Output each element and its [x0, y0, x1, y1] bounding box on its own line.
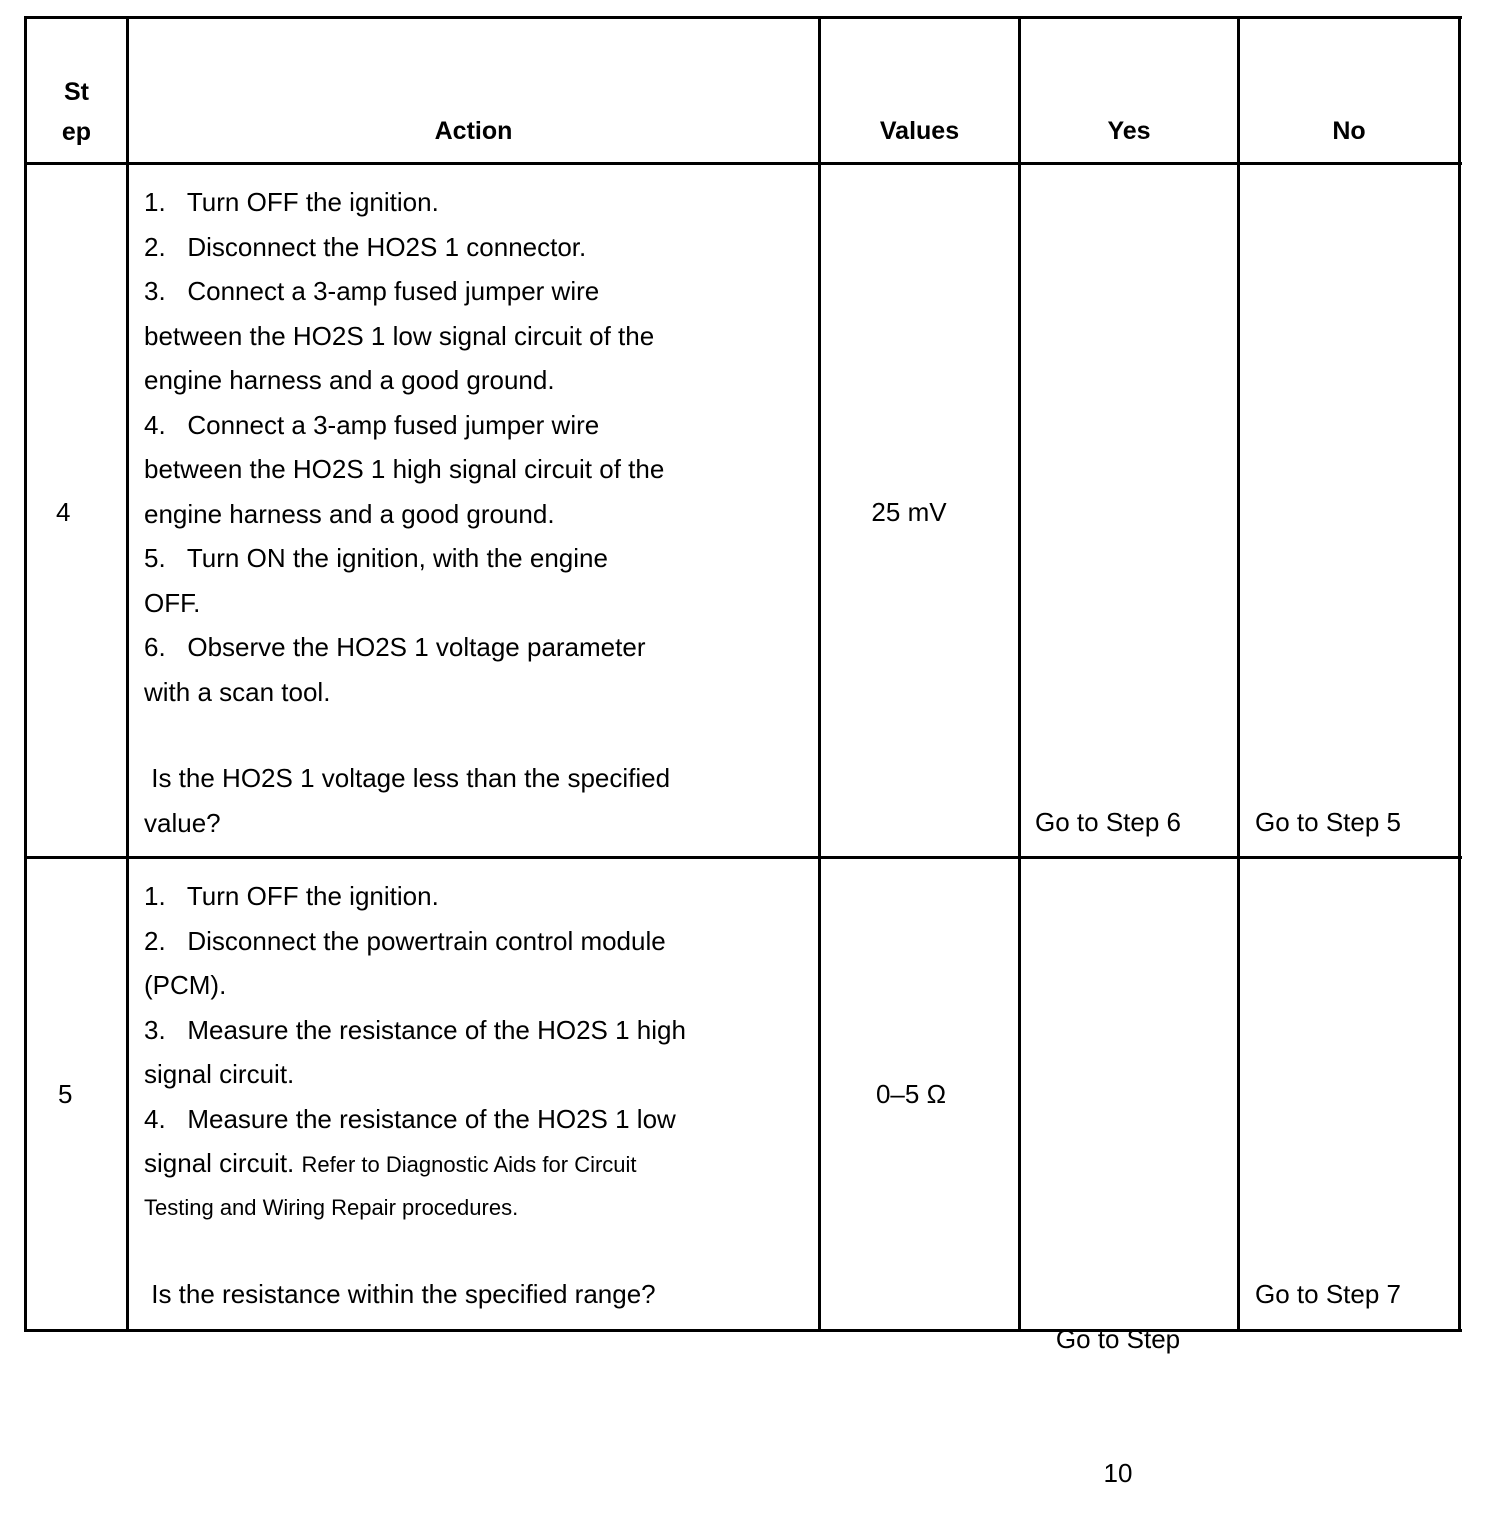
row-4-action-line: 1. Turn OFF the ignition.	[144, 187, 439, 217]
row-5-action-line: (PCM).	[144, 970, 227, 1000]
row-4-action-line: 6. Observe the HO2S 1 voltage parameter	[144, 632, 646, 662]
values-column-divider	[1018, 16, 1021, 1332]
row-4-action-line: engine harness and a good ground.	[144, 365, 555, 395]
row-5-value: 0–5 Ω	[875, 1079, 947, 1109]
row-4-no: Go to Step 5	[1255, 807, 1401, 837]
row-4-action-line: 2. Disconnect the HO2S 1 connector.	[144, 231, 587, 262]
row-4-question	[144, 756, 670, 845]
table-left-border	[24, 16, 27, 1332]
row-4-action-line: OFF.	[144, 587, 201, 618]
row-5-yes-line2: 10	[1103, 1457, 1133, 1488]
row-4-action-line: 5. Turn ON the ignition, with the engine	[144, 543, 608, 573]
header-step-line2: ep	[61, 118, 92, 146]
row-5-action-line	[144, 1141, 686, 1188]
row-4-step: 4	[56, 497, 71, 527]
header-step	[27, 72, 126, 152]
header-yes: Yes	[1107, 117, 1151, 145]
row-4-action-line: with a scan tool.	[144, 676, 331, 707]
row-4-question-line1: Is the HO2S 1 voltage less than the specified	[144, 763, 671, 793]
table-right-border	[1458, 16, 1461, 1332]
row-4-action-line: between the HO2S 1 low signal circuit of the	[144, 320, 655, 351]
row-5-note-line2: Testing and Wiring Repair procedures.	[144, 1194, 519, 1220]
row-5-yes	[1021, 1228, 1215, 1540]
row-4-action-line: 3. Connect a 3-amp fused jumper wire	[144, 276, 600, 306]
row-5-yes-line1: Go to Step	[1055, 1324, 1181, 1354]
row-5-action-line: 3. Measure the resistance of the HO2S 1 high	[144, 1014, 686, 1045]
row-5-action-line: 2. Disconnect the powertrain control module	[144, 925, 666, 956]
row-5-action-line: signal circuit.	[144, 1059, 295, 1089]
row-4-action-line: 4. Connect a 3-amp fused jumper wire	[144, 409, 600, 440]
row-5-action	[144, 874, 686, 1228]
row-5-action-line: 4. Measure the resistance of the HO2S 1 low	[144, 1103, 676, 1134]
header-action: Action	[434, 117, 513, 145]
row-4-action	[144, 180, 664, 714]
row-4-action-line: between the HO2S 1 high signal circuit of the	[144, 454, 665, 484]
row-4-bottom-border	[24, 856, 1462, 859]
row-4-question-line2: value?	[144, 807, 221, 838]
table-top-border	[24, 16, 1462, 19]
row-5-question: Is the resistance within the specified range?	[144, 1279, 656, 1309]
action-column-divider	[818, 16, 821, 1332]
step-column-divider	[126, 16, 129, 1332]
row-5-action-line: 1. Turn OFF the ignition.	[144, 881, 439, 911]
row-4-value: 25 mV	[871, 497, 947, 527]
yes-column-divider	[1237, 16, 1240, 1332]
row-5-action-line-text: signal circuit.	[144, 1148, 295, 1178]
row-5-no: Go to Step 7	[1255, 1279, 1401, 1309]
header-bottom-border	[24, 162, 1462, 165]
header-values: Values	[879, 117, 960, 145]
table-bottom-border	[24, 1329, 1462, 1332]
header-no: No	[1332, 117, 1366, 145]
row-4-yes: Go to Step 6	[1035, 807, 1181, 837]
row-5-note-line1: Refer to Diagnostic Aids for Circuit	[301, 1152, 637, 1177]
row-4-action-line: engine harness and a good ground.	[144, 498, 555, 529]
row-5-step: 5	[58, 1079, 73, 1109]
header-step-line1: St	[64, 78, 89, 106]
